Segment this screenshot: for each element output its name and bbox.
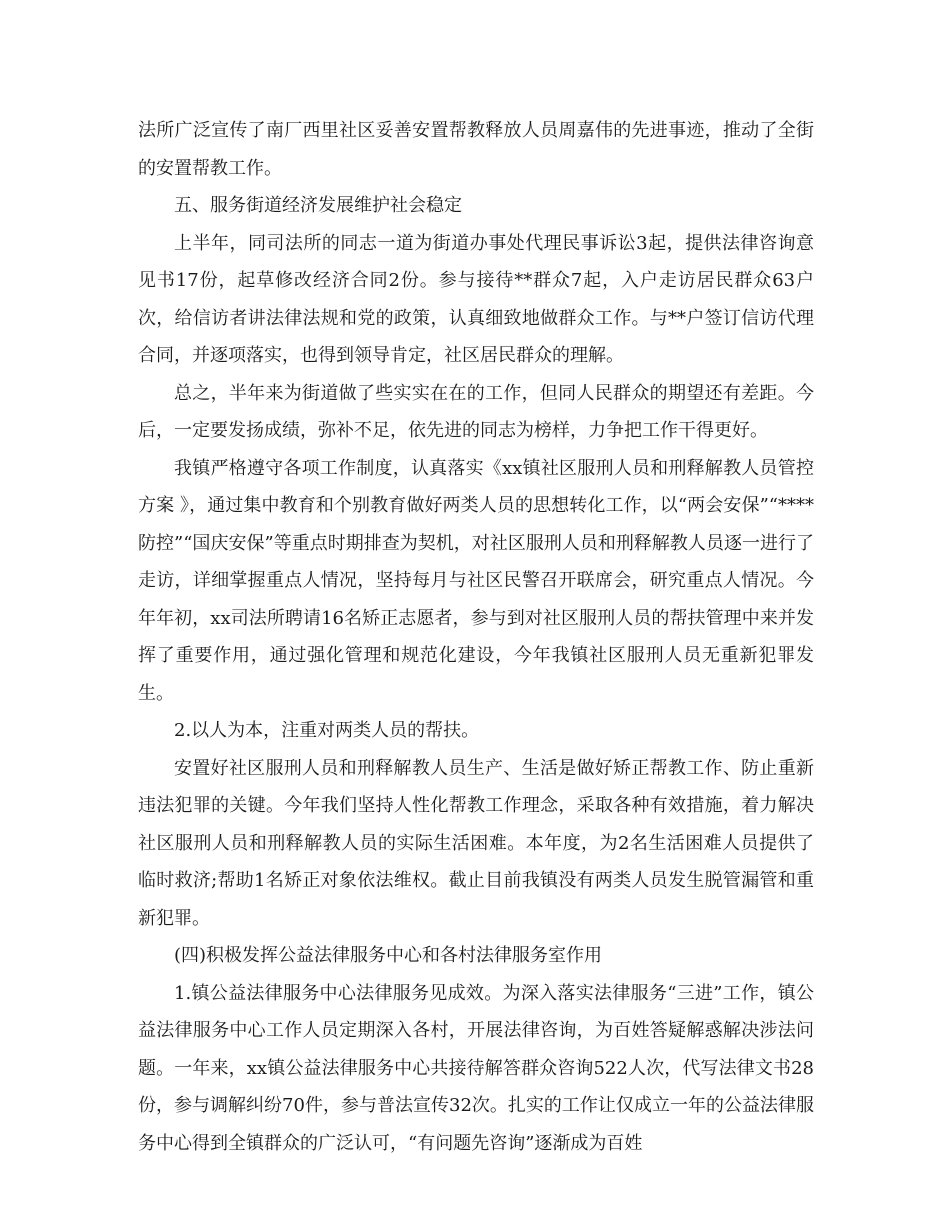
paragraph: 总之，半年来为街道做了些实实在在的工作，但同人民群众的期望还有差距。今后，一定要发扬成绩，弥补不足，依先进的同志为榜样，力争把工作干得更好。 [138,382,814,441]
document-body [138,112,814,1162]
paragraph: 我镇严格遵守各项工作制度，认真落实《xx镇社区服刑人员和刑释解教人员管控方案 》，通过集中教育和个别教育做好两类人员的思想转化工作，以“两会安保”“****防控”“国庆安保”等重点时期排查为契机，对社区服刑人员和刑释解教人员逐一进行了走访，详细掌握重点人情况，坚持每月与社区民警召开联席会，研究重点人情况。今年年初，xx司法所聘请16名矫正志愿者，参与到对社区服刑人员的帮扶管理中来并发挥了重要作用，通过强化管理和规范化建设，今年我镇社区服刑人员无重新犯罪发生。 [138,457,814,704]
subheading-2: 2.以人为本，注重对两类人员的帮扶。 [174,720,480,741]
paragraph: 安置好社区服刑人员和刑释解教人员生产、生活是做好矫正帮教工作、防止重新违法犯罪的关键。今年我们坚持人性化帮教工作理念，采取各种有效措施，着力解决社区服刑人员和刑释解教人员的实际生活困难。本年度，为2名生活困难人员提供了临时救济;帮助1名矫正对象依法维权。截止目前我镇没有两类人员发生脱管漏管和重新犯罪。 [138,757,814,929]
section-heading-four: (四)积极发挥公益法律服务中心和各村法律服务室作用 [174,945,603,966]
section-heading-five: 五、服务街道经济发展维护社会稳定 [174,195,462,216]
paragraph: 上半年，同司法所的同志一道为街道办事处代理民事诉讼3起，提供法律咨询意见书17份，起草修改经济合同2份。参与接待**群众7起，入户走访居民群众63户次，给信访者讲法律法规和党的政策，认真细致地做群众工作。与**户签订信访代理合同，并逐项落实，也得到领导肯定，社区居民群众的理解。 [138,232,814,366]
paragraph: 法所广泛宣传了南厂西里社区妥善安置帮教释放人员周嘉伟的先进事迹，推动了全街的安置帮教工作。 [138,120,814,179]
paragraph: 1.镇公益法律服务中心法律服务见成效。为深入落实法律服务“三进”工作，镇公益法律服务中心工作人员定期深入各村，开展法律咨询，为百姓答疑解惑解决涉法问题。一年来，xx镇公益法律服务中心共接待解答群众咨询522人次，代写法律文书28份，参与调解纠纷70件，参与普法宣传32次。扎实的工作让仅成立一年的公益法律服务中心得到全镇群众的广泛认可，“有问题先咨询”逐渐成为百姓 [138,982,814,1154]
